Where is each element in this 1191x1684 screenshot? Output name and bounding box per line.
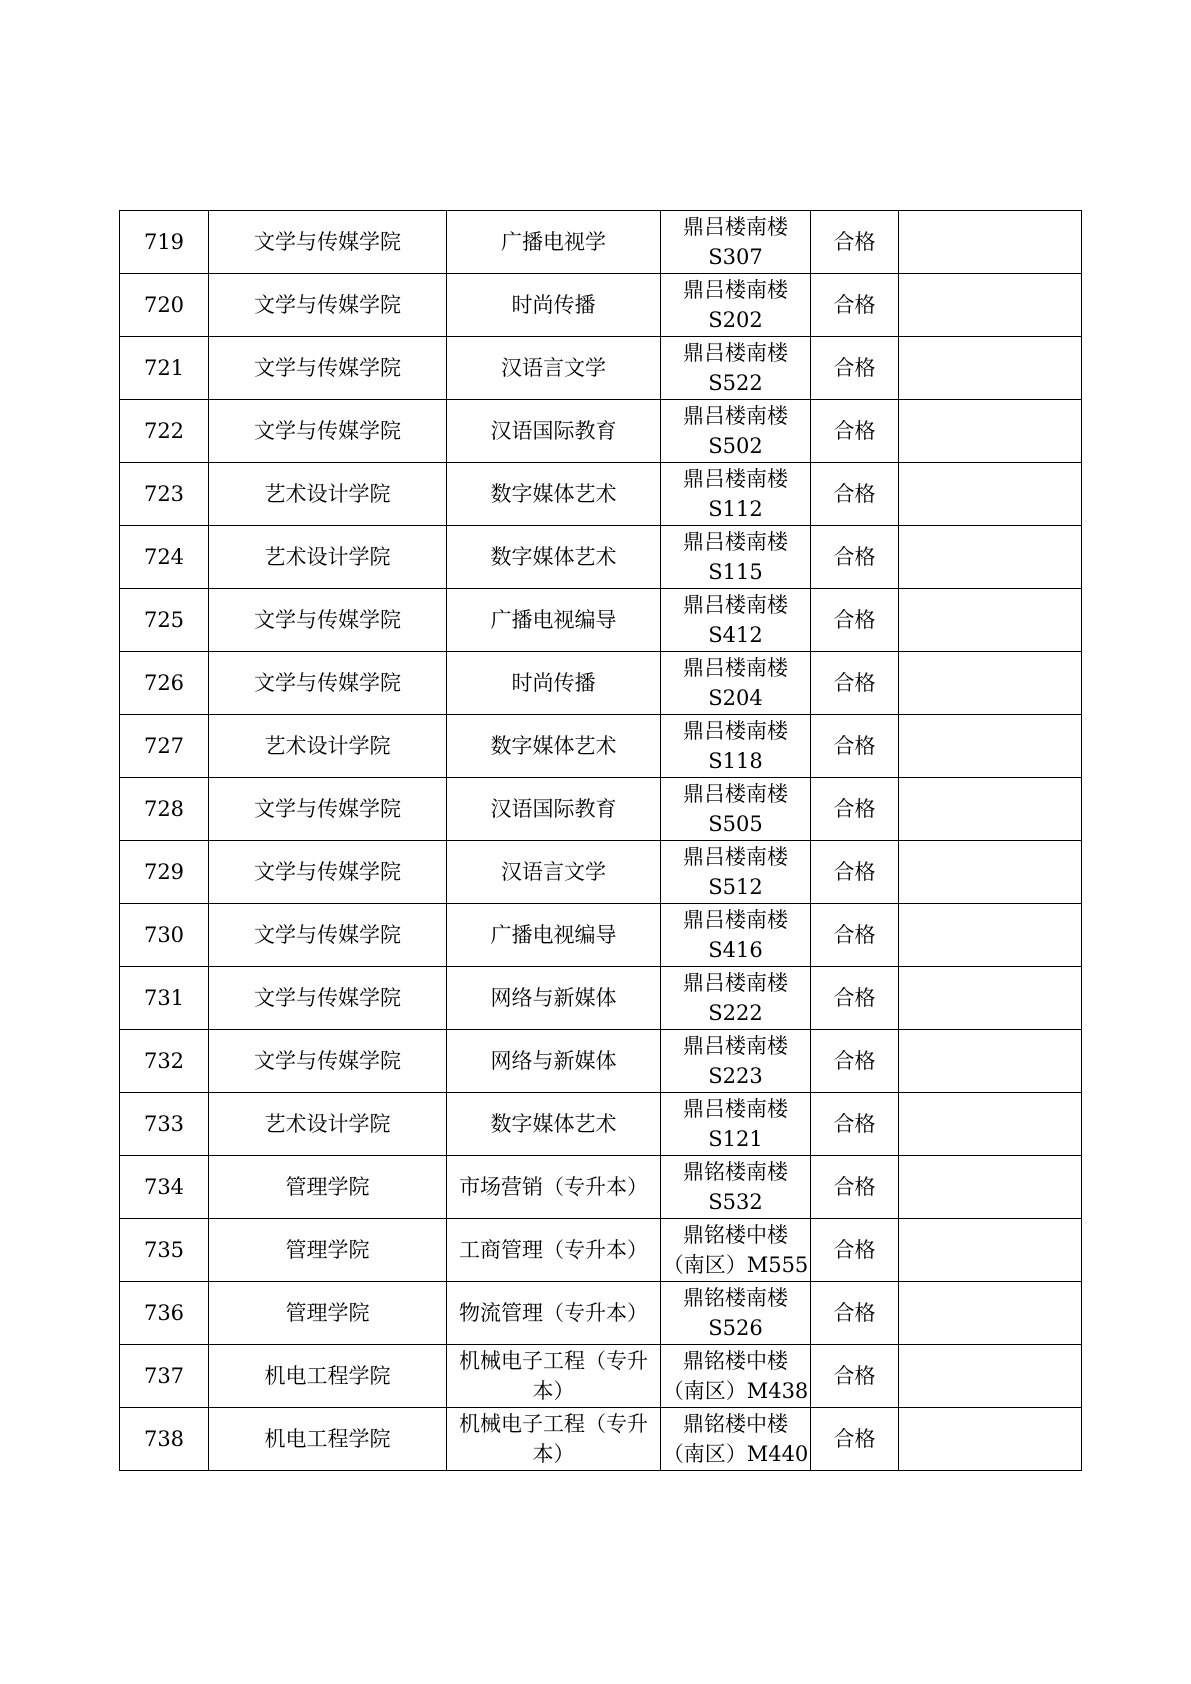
major-cell: 市场营销（专升本） [447,1156,661,1219]
college-cell: 文学与传媒学院 [209,967,447,1030]
exam-location-cell: 鼎吕楼南楼 S115 [661,526,811,589]
result-cell: 合格 [811,1093,899,1156]
college-cell: 文学与传媒学院 [209,337,447,400]
row-number-cell: 729 [120,841,209,904]
table-row [120,1282,1082,1345]
college-cell: 文学与传媒学院 [209,400,447,463]
row-number-cell: 737 [120,1345,209,1408]
exam-location-cell: 鼎吕楼南楼 S204 [661,652,811,715]
exam-location-cell: 鼎铭楼中楼 （南区）M440 [661,1408,811,1471]
result-cell: 合格 [811,841,899,904]
row-number-cell: 723 [120,463,209,526]
exam-location-cell: 鼎吕楼南楼 S512 [661,841,811,904]
remarks-cell [899,1408,1082,1471]
remarks-cell [899,1093,1082,1156]
major-cell: 工商管理（专升本） [447,1219,661,1282]
remarks-cell [899,1156,1082,1219]
remarks-cell [899,1219,1082,1282]
table-row [120,1030,1082,1093]
remarks-cell [899,715,1082,778]
table-row [120,1345,1082,1408]
results-table [119,210,1082,1471]
college-cell: 管理学院 [209,1219,447,1282]
row-number-cell: 738 [120,1408,209,1471]
remarks-cell [899,904,1082,967]
remarks-cell [899,274,1082,337]
row-number-cell: 727 [120,715,209,778]
table-row [120,526,1082,589]
remarks-cell [899,1345,1082,1408]
college-cell: 文学与传媒学院 [209,652,447,715]
remarks-cell [899,967,1082,1030]
result-cell: 合格 [811,1345,899,1408]
exam-location-cell: 鼎铭楼南楼 S532 [661,1156,811,1219]
exam-location-cell: 鼎吕楼南楼 S222 [661,967,811,1030]
major-cell: 机械电子工程（专升 本） [447,1408,661,1471]
result-cell: 合格 [811,211,899,274]
row-number-cell: 726 [120,652,209,715]
result-cell: 合格 [811,589,899,652]
major-cell: 数字媒体艺术 [447,1093,661,1156]
college-cell: 机电工程学院 [209,1408,447,1471]
result-cell: 合格 [811,652,899,715]
college-cell: 文学与传媒学院 [209,589,447,652]
major-cell: 时尚传播 [447,274,661,337]
result-cell: 合格 [811,1156,899,1219]
results-table-body [120,211,1082,1471]
college-cell: 文学与传媒学院 [209,274,447,337]
college-cell: 艺术设计学院 [209,463,447,526]
row-number-cell: 719 [120,211,209,274]
row-number-cell: 731 [120,967,209,1030]
major-cell: 网络与新媒体 [447,967,661,1030]
college-cell: 艺术设计学院 [209,1093,447,1156]
result-cell: 合格 [811,463,899,526]
row-number-cell: 736 [120,1282,209,1345]
college-cell: 文学与传媒学院 [209,904,447,967]
table-row [120,778,1082,841]
exam-location-cell: 鼎吕楼南楼 S502 [661,400,811,463]
table-row [120,652,1082,715]
table-row [120,1093,1082,1156]
result-cell: 合格 [811,400,899,463]
major-cell: 数字媒体艺术 [447,526,661,589]
exam-location-cell: 鼎吕楼南楼 S112 [661,463,811,526]
remarks-cell [899,652,1082,715]
result-cell: 合格 [811,967,899,1030]
remarks-cell [899,1030,1082,1093]
major-cell: 网络与新媒体 [447,1030,661,1093]
major-cell: 汉语国际教育 [447,778,661,841]
exam-location-cell: 鼎吕楼南楼 S505 [661,778,811,841]
result-cell: 合格 [811,1219,899,1282]
result-cell: 合格 [811,1408,899,1471]
major-cell: 汉语国际教育 [447,400,661,463]
result-cell: 合格 [811,337,899,400]
remarks-cell [899,1282,1082,1345]
result-cell: 合格 [811,904,899,967]
major-cell: 物流管理（专升本） [447,1282,661,1345]
table-row [120,841,1082,904]
major-cell: 数字媒体艺术 [447,715,661,778]
exam-location-cell: 鼎吕楼南楼 S202 [661,274,811,337]
table-row [120,589,1082,652]
exam-location-cell: 鼎吕楼南楼 S223 [661,1030,811,1093]
college-cell: 机电工程学院 [209,1345,447,1408]
row-number-cell: 728 [120,778,209,841]
row-number-cell: 720 [120,274,209,337]
row-number-cell: 730 [120,904,209,967]
table-row [120,400,1082,463]
remarks-cell [899,400,1082,463]
major-cell: 数字媒体艺术 [447,463,661,526]
college-cell: 文学与传媒学院 [209,778,447,841]
college-cell: 艺术设计学院 [209,715,447,778]
exam-location-cell: 鼎吕楼南楼 S307 [661,211,811,274]
college-cell: 管理学院 [209,1156,447,1219]
major-cell: 广播电视编导 [447,904,661,967]
major-cell: 汉语言文学 [447,337,661,400]
college-cell: 文学与传媒学院 [209,211,447,274]
table-row [120,337,1082,400]
exam-location-cell: 鼎铭楼南楼 S526 [661,1282,811,1345]
remarks-cell [899,841,1082,904]
exam-location-cell: 鼎铭楼中楼 （南区）M438 [661,1345,811,1408]
college-cell: 管理学院 [209,1282,447,1345]
remarks-cell [899,526,1082,589]
row-number-cell: 734 [120,1156,209,1219]
college-cell: 艺术设计学院 [209,526,447,589]
row-number-cell: 733 [120,1093,209,1156]
college-cell: 文学与传媒学院 [209,841,447,904]
remarks-cell [899,463,1082,526]
result-cell: 合格 [811,274,899,337]
remarks-cell [899,589,1082,652]
college-cell: 文学与传媒学院 [209,1030,447,1093]
row-number-cell: 725 [120,589,209,652]
remarks-cell [899,337,1082,400]
remarks-cell [899,211,1082,274]
table-row [120,1156,1082,1219]
table-row [120,967,1082,1030]
table-row [120,715,1082,778]
row-number-cell: 722 [120,400,209,463]
result-cell: 合格 [811,526,899,589]
exam-location-cell: 鼎吕楼南楼 S522 [661,337,811,400]
result-cell: 合格 [811,715,899,778]
row-number-cell: 721 [120,337,209,400]
row-number-cell: 735 [120,1219,209,1282]
table-row [120,211,1082,274]
table-row [120,463,1082,526]
exam-location-cell: 鼎吕楼南楼 S118 [661,715,811,778]
result-cell: 合格 [811,778,899,841]
exam-location-cell: 鼎吕楼南楼 S121 [661,1093,811,1156]
row-number-cell: 732 [120,1030,209,1093]
remarks-cell [899,778,1082,841]
major-cell: 时尚传播 [447,652,661,715]
exam-location-cell: 鼎铭楼中楼 （南区）M555 [661,1219,811,1282]
result-cell: 合格 [811,1030,899,1093]
table-row [120,1219,1082,1282]
exam-location-cell: 鼎吕楼南楼 S416 [661,904,811,967]
major-cell: 广播电视编导 [447,589,661,652]
table-row [120,274,1082,337]
table-row [120,904,1082,967]
major-cell: 机械电子工程（专升 本） [447,1345,661,1408]
major-cell: 汉语言文学 [447,841,661,904]
exam-location-cell: 鼎吕楼南楼 S412 [661,589,811,652]
table-row [120,1408,1082,1471]
result-cell: 合格 [811,1282,899,1345]
row-number-cell: 724 [120,526,209,589]
major-cell: 广播电视学 [447,211,661,274]
